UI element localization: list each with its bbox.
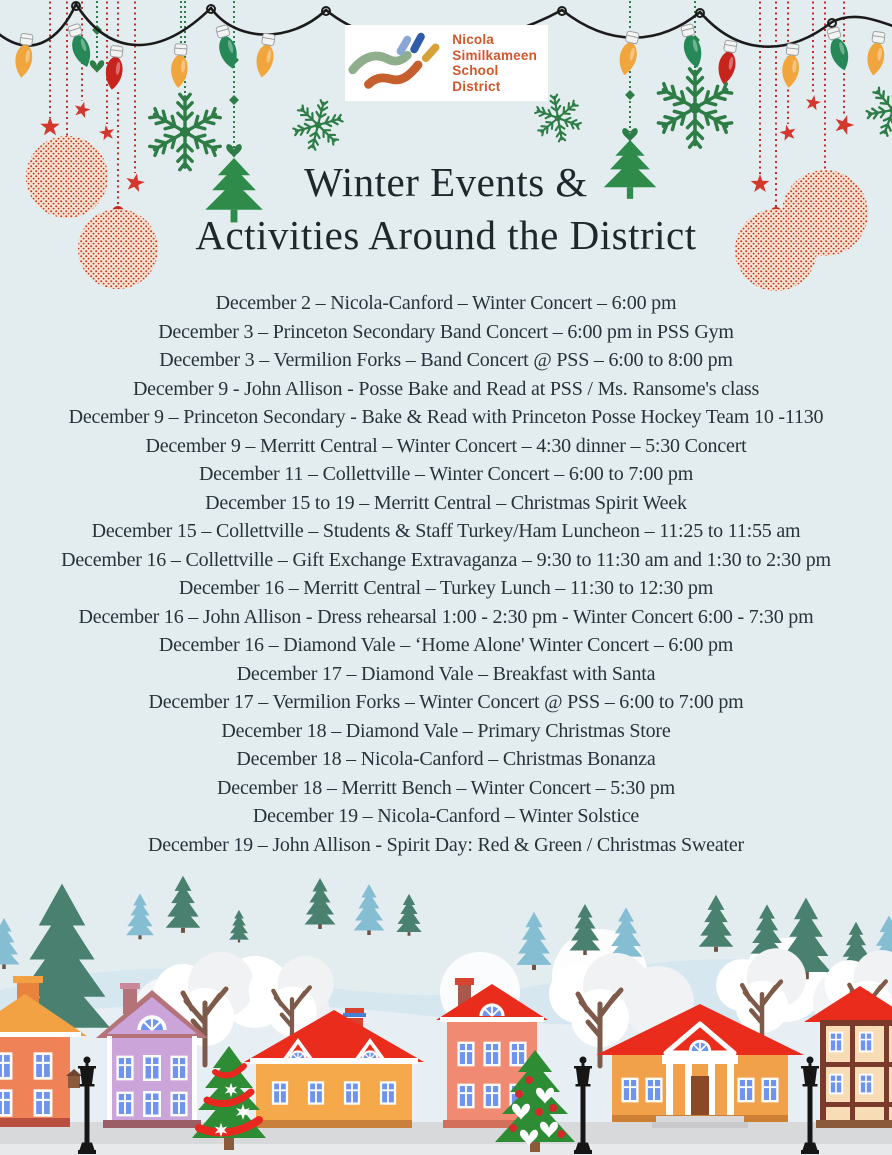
event-line: December 3 – Princeton Secondary Band Concert – 6:00 pm in PSS Gym: [158, 320, 734, 343]
poster-title-line2: Activities Around the District: [195, 212, 697, 258]
event-line: December 16 – Diamond Vale – ‘Home Alone' Winter Concert – 6:00 pm: [158, 634, 734, 656]
event-line: December 18 – Merritt Bench – Winter Concert – 5:30 pm: [217, 776, 675, 799]
snow-curb: [0, 1144, 892, 1155]
bulb-green-icon: [825, 26, 853, 73]
event-line: December 9 - John Allison - Posse Bake and Read at PSS / Ms. Ransome's class: [132, 377, 760, 400]
event-line: December 19 – Nicola-Canford – Winter Solstice: [252, 805, 640, 827]
event-line: December 17 – Diamond Vale – Breakfast with Santa: [236, 662, 656, 685]
event-line: December 9 – Princeton Secondary - Bake & Read with Princeton Posse Hockey Team 10 -1130: [68, 406, 824, 428]
event-line: December 16 – Collettville – Gift Exchange Extravaganza – 9:30 to 11:30 am and 1:30 to 2:30 pm: [61, 548, 831, 571]
event-line: December 3 – Vermilion Forks – Band Concert @ PSS – 6:00 to 8:00 pm: [159, 349, 733, 371]
snowflake-icon: [861, 77, 892, 143]
event-line: December 11 – Collettville – Winter Concert – 6:00 to 7:00 pm: [198, 463, 694, 485]
event-line: December 16 – Merritt Central – Turkey Lunch – 11:30 to 12:30 pm: [178, 577, 714, 599]
event-line: December 2 – Nicola-Canford – Winter Concert – 6:00 pm: [215, 292, 677, 314]
event-line: December 19 – John Allison - Spirit Day: Red & Green / Christmas Sweater: [147, 833, 745, 856]
events-list: [0, 289, 892, 859]
bulb-orange-icon: [13, 33, 35, 79]
event-line: December 15 to 19 – Merritt Central – Christmas Spirit Week: [205, 491, 687, 514]
event-line: December 9 – Merritt Central – Winter Concert – 4:30 dinner – 5:30 Concert: [145, 434, 747, 457]
bulb-green-icon: [678, 23, 705, 70]
logo-line-3: School District: [452, 63, 501, 94]
snowflake-icon: [657, 69, 732, 147]
bulb-orange-icon: [865, 31, 887, 77]
bulb-red-icon: [716, 40, 740, 86]
wire-loops: [72, 2, 836, 27]
event-line: December 15 – Collettville – Students & Staff Turkey/Ham Luncheon – 11:25 to 11:55 am: [91, 520, 801, 542]
district-logo-text: [452, 32, 548, 94]
event-line: December 17 – Vermilion Forks – Winter Concert @ PSS – 6:00 to 7:00 pm: [148, 691, 744, 713]
logo-line-1: Nicola: [452, 32, 495, 47]
event-line: December 16 – John Allison - Dress rehearsal 1:00 - 2:30 pm - Winter Concert 6:00 - 7:30 pm: [78, 605, 814, 628]
bulb-green-icon: [213, 24, 240, 71]
snowflake-icon: [289, 95, 347, 154]
bulb-orange-icon: [780, 43, 801, 88]
poster-title: [0, 156, 892, 262]
bulb-orange-icon: [254, 33, 278, 79]
winter-village-illustration: [0, 870, 892, 1155]
event-line: December 18 – Nicola-Canford – Christmas Bonanza: [236, 748, 656, 770]
logo-swoosh-icon: [345, 30, 446, 96]
district-logo: [345, 25, 548, 101]
bulb-orange-icon: [170, 43, 190, 88]
poster-title-line1: Winter Events &: [304, 159, 588, 205]
logo-line-2: Similkameen: [452, 47, 538, 63]
event-line: December 18 – Diamond Vale – Primary Christmas Store: [221, 719, 671, 742]
